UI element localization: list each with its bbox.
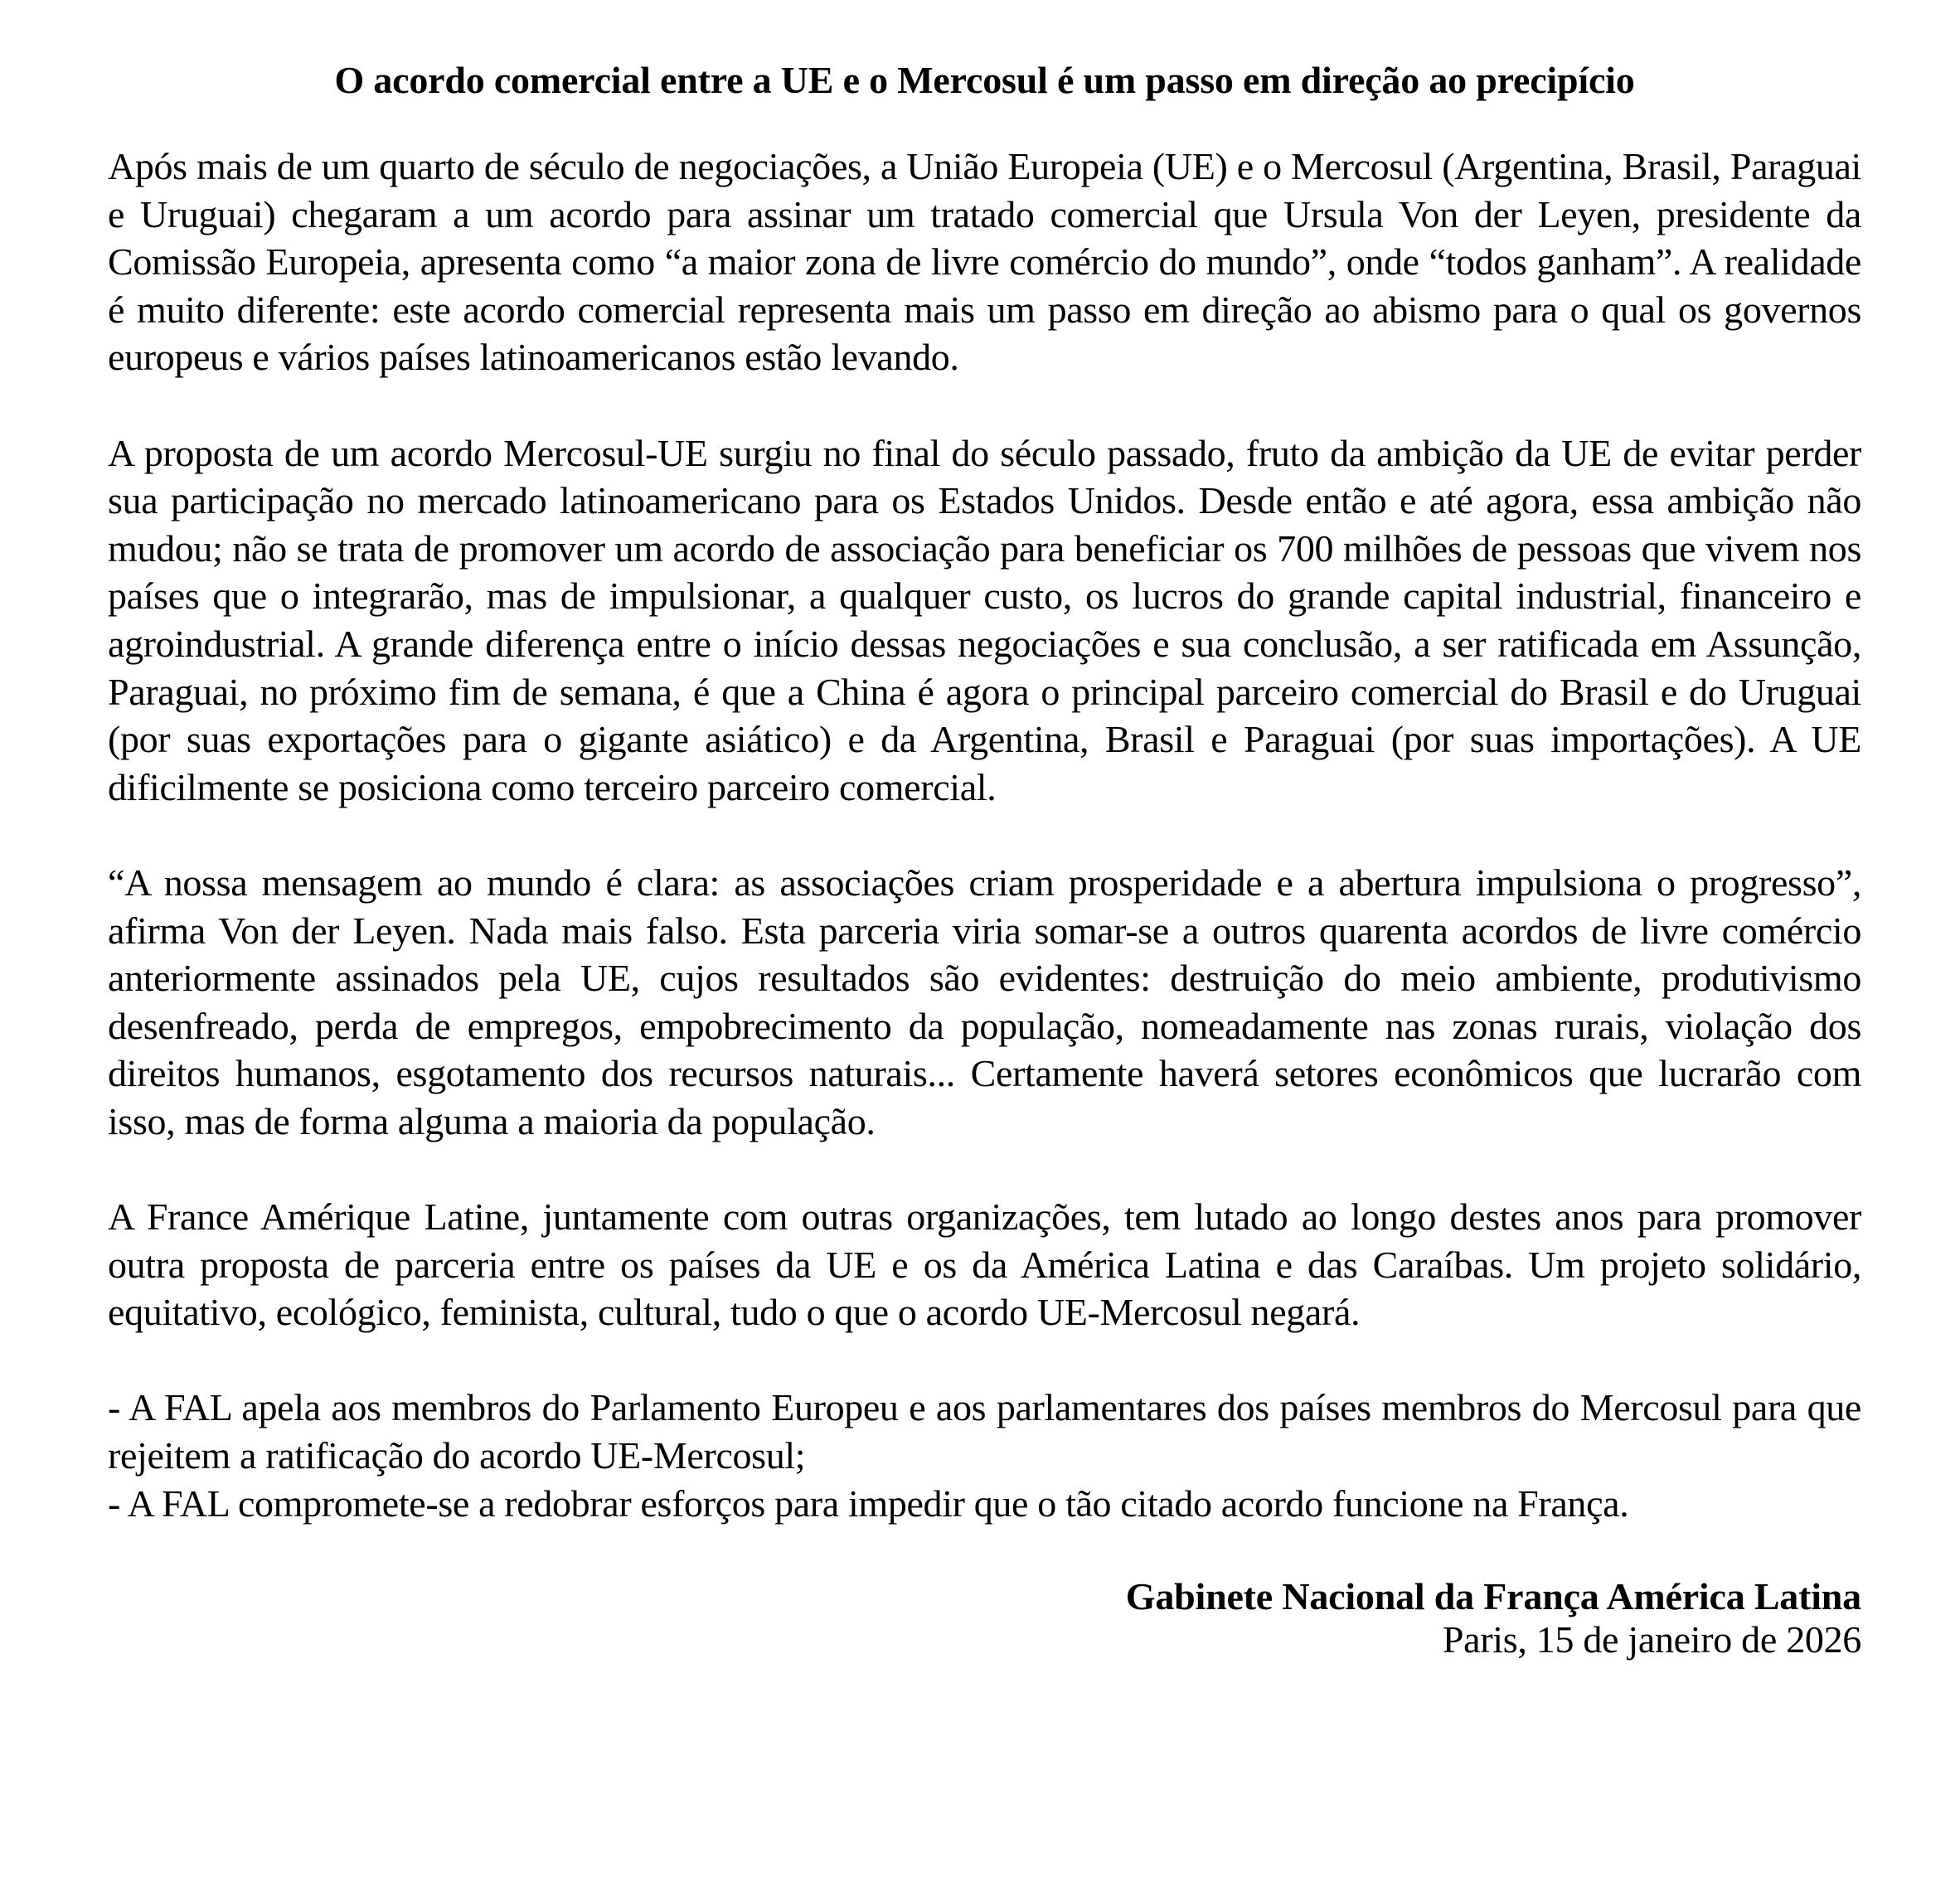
demand-item: - A FAL apela aos membros do Parlamento Europeu e aos parlamentares dos países membros do Mercosul para que rejeitem a ratificação do acordo UE-Mercosul;: [108, 1386, 1861, 1477]
document-page: [108, 56, 1861, 1661]
signature-organization: Gabinete Nacional da França América Latina: [1125, 1574, 1861, 1617]
signature-block: [108, 1575, 1861, 1661]
document-title: O acordo comercial entre a UE e o Mercosul é um passo em direção ao precipício: [334, 59, 1635, 101]
signature-place-date: Paris, 15 de janeiro de 2026: [1442, 1617, 1861, 1661]
paragraph-fal: A France Amérique Latine, juntamente com outras organizações, tem lutado ao longo destes anos para promover outra proposta de parceria entre os países da UE e os da América Latina e das Caraíbas. Um projeto solidário, equitativo, ecológico, feminista, cultural, tudo o que o acordo UE-Mercosul negará.: [108, 1195, 1861, 1334]
paragraph-intro: Após mais de um quarto de século de negociações, a União Europeia (UE) e o Mercosul (Argentina, Brasil, Paraguai e Uruguai) chegaram a um acordo para assinar um tratado comercial que Ursula Von der Leyen, presidente da Comissão Europeia, apresenta como “a maior zona de livre comércio do mundo”, onde “todos ganham”. A realidade é muito diferente: este acordo comercial representa mais um passo em direção ao abismo para o qual os governos europeus e vários países latinoamericanos estão levando.: [108, 145, 1861, 379]
paragraph-quote: “A nossa mensagem ao mundo é clara: as associações criam prosperidade e a abertura impulsiona o progresso”, afirma Von der Leyen. Nada mais falso. Esta parceria viria somar-se a outros quarenta acordos de livre comércio anteriormente assinados pela UE, cujos resultados são evidentes: destruição do meio ambiente, produtivismo desenfreado, perda de empregos, empobrecimento da população, nomeadamente nas zonas rurais, violação dos direitos humanos, esgotamento dos recursos naturais... Certamente haverá setores econômicos que lucrarão com isso, mas de forma alguma a maioria da população.: [108, 861, 1861, 1142]
demands-list: [108, 1384, 1861, 1527]
paragraph-history: A proposta de um acordo Mercosul-UE surgiu no final do século passado, fruto da ambição da UE de evitar perder sua participação no mercado latinoamericano para os Estados Unidos. Desde então e até agora, essa ambição não mudou; não se trata de promover um acordo de associação para beneficiar os 700 milhões de pessoas que vivem nos países que o integrarão, mas de impulsionar, a qualquer custo, os lucros do grande capital industrial, financeiro e agroindustrial. A grande diferença entre o início dessas negociações e sua conclusão, a ser ratificada em Assunção, Paraguai, no próximo fim de semana, é que a China é agora o principal parceiro comercial do Brasil e do Uruguai (por suas exportações para o gigante asiático) e da Argentina, Brasil e Paraguai (por suas importações). A UE dificilmente se posiciona como terceiro parceiro comercial.: [108, 431, 1861, 808]
demand-item: - A FAL compromete-se a redobrar esforços para impedir que o tão citado acordo funcione na França.: [108, 1482, 1629, 1525]
